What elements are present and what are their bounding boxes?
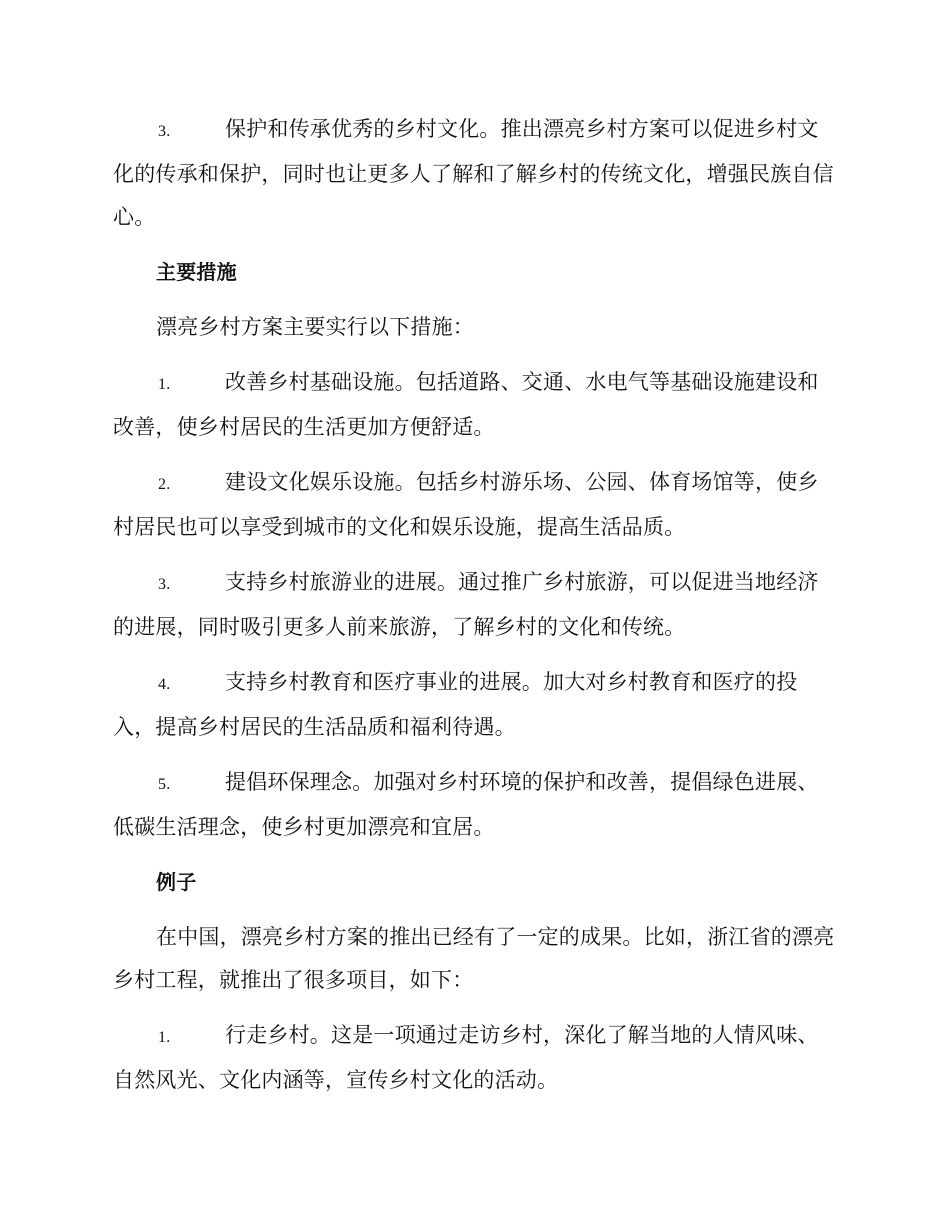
list-number: 2. xyxy=(158,476,171,493)
list-text: 提倡环保理念。加强对乡村环境的保护和改善，提倡绿色进展、低碳生活理念，使乡村更加漂亮和宜居。 xyxy=(113,770,819,839)
list-item xyxy=(113,761,835,849)
list-number: 1. xyxy=(158,1029,171,1046)
list-item xyxy=(113,108,835,239)
list-item xyxy=(113,361,835,449)
section-heading-examples: 例子 xyxy=(156,870,197,894)
list-text: 建设文化娱乐设施。包括乡村游乐场、公园、体育场馆等，使乡村居民也可以享受到城市的文化和娱乐设施，提高生活品质。 xyxy=(113,470,819,539)
list-number: 4. xyxy=(158,676,171,693)
list-text: 改善乡村基础设施。包括道路、交通、水电气等基础设施建设和改善，使乡村居民的生活更加方便舒适。 xyxy=(113,370,819,439)
list-number: 1. xyxy=(158,376,171,393)
list-item xyxy=(113,661,835,749)
list-number: 3. xyxy=(158,576,171,593)
list-item xyxy=(113,1014,835,1102)
list-number: 3. xyxy=(158,123,171,140)
section-heading-measures: 主要措施 xyxy=(156,260,237,284)
intro-paragraph-examples: 在中国，漂亮乡村方案的推出已经有了一定的成果。比如，浙江省的漂亮乡村工程，就推出了很多项目，如下： xyxy=(113,925,835,992)
intro-paragraph-measures: 漂亮乡村方案主要实行以下措施： xyxy=(156,315,474,339)
list-text: 保护和传承优秀的乡村文化。推出漂亮乡村方案可以促进乡村文化的传承和保护，同时也让更多人了解和了解乡村的传统文化，增强民族自信心。 xyxy=(113,117,834,229)
list-item xyxy=(113,561,835,649)
list-number: 5. xyxy=(158,776,171,793)
list-item xyxy=(113,461,835,549)
list-text: 支持乡村教育和医疗事业的进展。加大对乡村教育和医疗的投入，提高乡村居民的生活品质和福利待遇。 xyxy=(113,670,798,739)
document-page xyxy=(113,108,835,1114)
list-text: 行走乡村。这是一项通过走访乡村，深化了解当地的人情风味、自然风光、文化内涵等，宣传乡村文化的活动。 xyxy=(113,1023,819,1092)
list-text: 支持乡村旅游业的进展。通过推广乡村旅游，可以促进当地经济的进展，同时吸引更多人前来旅游，了解乡村的文化和传统。 xyxy=(113,570,819,639)
